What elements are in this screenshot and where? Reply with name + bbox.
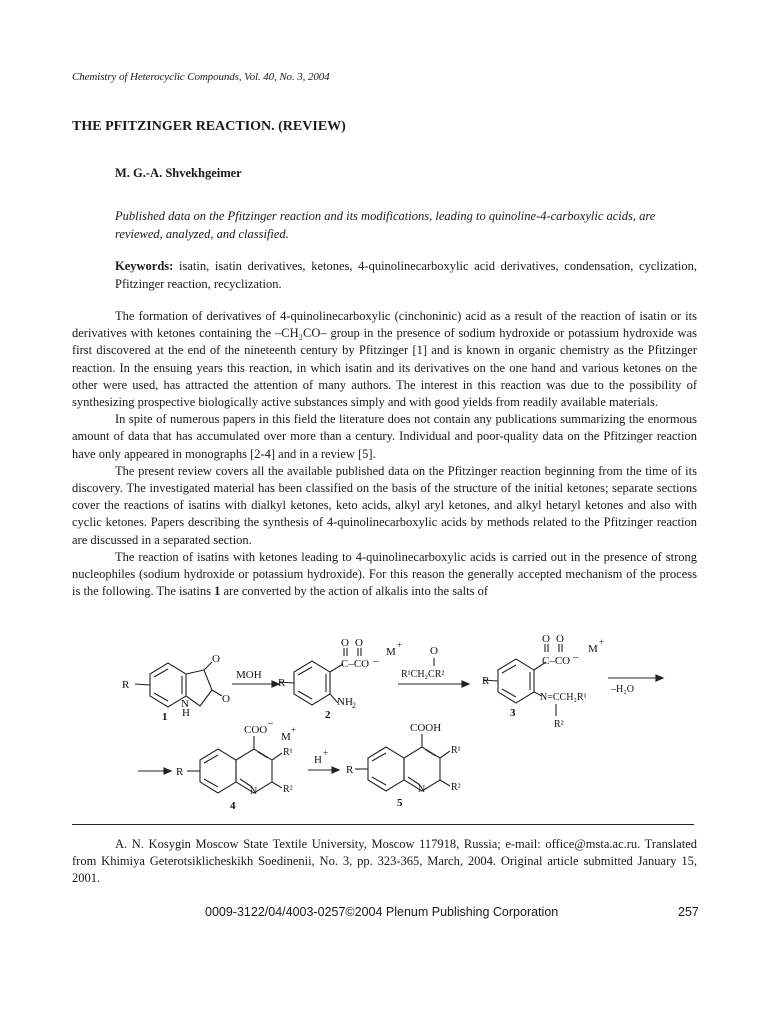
keywords-label: Keywords:	[115, 259, 174, 273]
page-number: 257	[678, 905, 699, 919]
copyright-line: 0009-3122/04/4003-0257©2004 Plenum Publishing Corporation	[205, 905, 559, 919]
compound-number: 2	[325, 709, 331, 721]
compound-5-structure	[346, 722, 461, 809]
plus-label: +	[291, 725, 297, 735]
minus-label: –	[268, 718, 273, 729]
plus-label: +	[599, 637, 605, 647]
compound-3-structure	[482, 633, 604, 730]
compound-2-structure	[278, 637, 402, 721]
r-label: R	[346, 764, 354, 776]
minus-label: –	[373, 655, 379, 667]
footnote-divider	[72, 824, 694, 825]
r1-label: R¹	[283, 747, 293, 758]
compound-ref: 1	[214, 584, 221, 599]
plus-label: +	[323, 748, 329, 758]
arrow-head	[164, 768, 171, 774]
compound-number: 4	[230, 800, 236, 812]
carboxylate-label: C–CO	[341, 658, 370, 670]
reagent-moh: MOH	[236, 669, 262, 681]
paragraph: In spite of numerous papers in this field the literature does not contain any publications summarizing the enormous amount of data that has accumulated over more than a century. Individual and poor-quality data on the Pfitzinger reaction have only appeared in monographs [2-4] and in a review [5].	[72, 412, 697, 461]
arrow-head	[332, 767, 339, 773]
o-label: O	[542, 633, 550, 645]
r-label: R	[482, 675, 490, 687]
journal-header: Chemistry of Heterocyclic Compounds, Vol. 40, No. 3, 2004	[72, 71, 330, 83]
r2-label: R²	[283, 784, 293, 795]
o-label: O	[212, 653, 220, 665]
r1-label: R¹	[451, 745, 461, 756]
arrow-head	[462, 681, 469, 687]
carboxylate-label: COO	[244, 724, 268, 736]
acid-h-label: H	[314, 754, 322, 766]
compound-1-structure	[122, 653, 230, 723]
carboxylate-label: C–CO	[542, 655, 571, 667]
m-label: M	[386, 646, 396, 658]
footnote	[72, 836, 697, 887]
plus-label: +	[397, 640, 403, 650]
o-label: O	[222, 693, 230, 705]
paragraph: The present review covers all the available published data on the Pfitzinger reaction beginning from the time of its discovery. The investigated material has been classified on the basis of the structure of the initial ketones; separate sections cover the reactions of isatins with dialkyl ketones, keto acids, alkyl aryl ketones, and alkyl hetaryl ketones and also with cyclic ketones. Papers describing the synthesis of 4-quinolinecarboxylic acids by methods related to the Pfitzinger reaction are discussed in a separated section.	[72, 463, 697, 547]
n-label: N	[418, 784, 426, 795]
paragraph: The formation of derivatives of 4-quinolinecarboxylic (cinchoninic) acid as a result of the reaction of isatin or its derivatives with ketones containing the –CH₂CO– group in the presence of sodium hydroxide or potassium hydroxide was first discovered at the end of the nineteenth century by Pfitzinger [1] and is known in organic chemistry as the Pfitzinger reaction. In the ensuing years this reaction, in which isatin and its derivatives on the one hand and various ketones on the other were used, has attracted the attention of many authors. The interest in this reaction was due to the possibility of synthesizing prospective biologically active substances simply and with good yields from readily available materials.	[72, 309, 697, 410]
body-text	[72, 308, 697, 600]
h-label: H	[182, 707, 190, 719]
m-label: M	[281, 731, 291, 743]
nh2-subscript: 2	[352, 701, 356, 710]
article-title: THE PFITZINGER REACTION. (REVIEW)	[72, 119, 346, 134]
compound-number: 5	[397, 797, 403, 809]
r-label: R	[278, 677, 286, 689]
article-author: M. G.-A. Shvekhgeimer	[115, 166, 242, 180]
n-label: N	[181, 698, 189, 710]
arrow-head	[656, 675, 663, 681]
affiliation-note: A. N. Kosygin Moscow State Textile University, Moscow 117918, Russia; e-mail: office@msta.ac.ru. Translated from Khimiya Geterotsiklicheskikh Soedinenii, No. 3, pp. 323-365, March, 2004. Original article submitted January 15, 2001.	[72, 837, 697, 885]
keywords	[115, 258, 697, 293]
water-loss: –H₂O	[611, 684, 634, 695]
n-label: N	[250, 786, 258, 797]
compound-4-structure	[176, 718, 296, 812]
r-label: R	[122, 679, 130, 691]
o-label: O	[355, 637, 363, 649]
compound-number: 1	[162, 711, 168, 723]
imine-label: N=CCH₂R¹	[540, 692, 587, 703]
nh2-label: NH	[337, 696, 353, 708]
carboxylic-acid-label: COOH	[410, 722, 442, 734]
compound-number: 3	[510, 707, 516, 719]
m-label: M	[588, 643, 598, 655]
o-label: O	[341, 637, 349, 649]
r2-label: R²	[554, 719, 564, 730]
ketone-reagent: R¹CH₂CR²	[401, 669, 445, 680]
o-label: O	[556, 633, 564, 645]
o-label: O	[430, 645, 438, 657]
keywords-text: isatin, isatin derivatives, ketones, 4-quinolinecarboxylic acid derivatives, condensation, cyclization, Pfitzinger reaction, recyclization.	[115, 259, 697, 291]
r2-label: R²	[451, 782, 461, 793]
abstract: Published data on the Pfitzinger reaction and its modifications, leading to quinoline-4-carboxylic acids, are reviewed, analyzed, and classified.	[115, 209, 656, 241]
minus-label: –	[573, 651, 579, 663]
reaction-scheme	[0, 630, 768, 820]
paragraph: The reaction of isatins with ketones leading to 4-quinolinecarboxylic acids is carried out in the presence of strong nucleophiles (sodium hydroxide or potassium hydroxide). For this reason the generally accepted mechanism of the process is the following. The isatins 1 are converted by the action of alkalis into the salts of	[72, 549, 697, 599]
r-label: R	[176, 766, 184, 778]
